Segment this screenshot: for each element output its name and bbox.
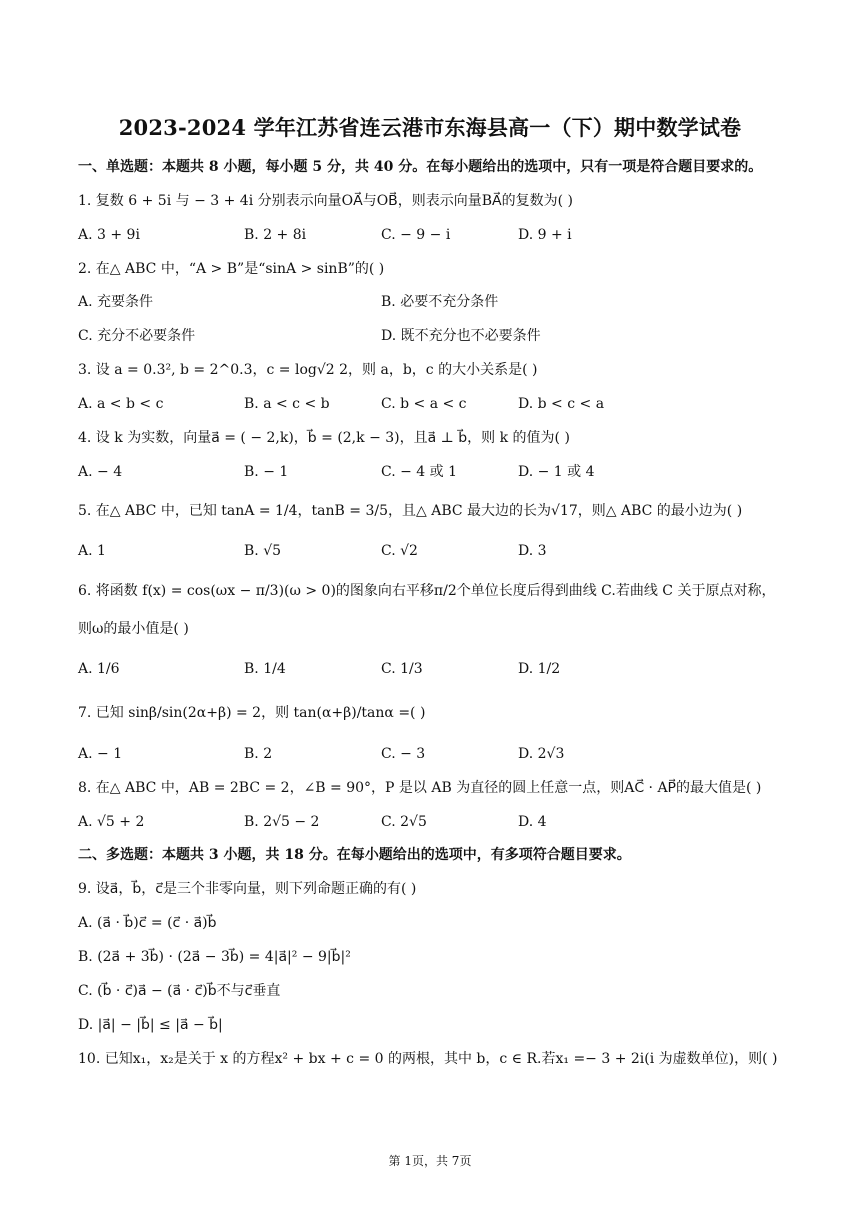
- q6-option-d: D. 1/2: [518, 661, 561, 677]
- q4-option-a: A. − 4: [78, 464, 123, 480]
- q7-option-d: D. 2√3: [518, 746, 565, 762]
- q3-option-d: D. b < c < a: [518, 396, 605, 412]
- q8-option-a: A. √5 + 2: [78, 814, 145, 830]
- q5-option-b: B. √5: [244, 543, 282, 559]
- q6-option-b: B. 1/4: [244, 661, 286, 677]
- q3-option-b: B. a < c < b: [244, 396, 330, 412]
- question-4-stem: 4. 设 k 为实数，向量a⃗ = ( − 2,k)，b⃗ = (2,k − 3)，且a⃗ ⊥ b⃗，则 k 的值为( ): [78, 430, 570, 446]
- question-2-stem: 2. 在△ ABC 中，“A > B”是“sinA > sinB”的( ): [78, 261, 385, 277]
- page-footer: 第 1页，共 7页: [388, 1154, 472, 1168]
- section-heading-multiple-choice: 二、多选题：本题共 3 小题，共 18 分。在每小题给出的选项中，有多项符合题目要求。: [78, 847, 631, 863]
- q7-option-c: C. − 3: [381, 746, 426, 762]
- q5-option-a: A. 1: [78, 543, 106, 559]
- page-title: 2023-2024 学年江苏省连云港市东海县高一（下）期中数学试卷: [118, 115, 742, 140]
- q4-option-c: C. − 4 或 1: [381, 464, 458, 480]
- q9-option-d: D. |a⃗| − |b⃗| ≤ |a⃗ − b⃗|: [78, 1017, 223, 1033]
- q2-option-c: C. 充分不必要条件: [78, 328, 196, 344]
- question-10-stem: 10. 已知x₁，x₂是关于 x 的方程x² + bx + c = 0 的两根，其中 b，c ∈ R.若x₁ =− 3 + 2i(i 为虚数单位)，则( ): [78, 1051, 778, 1067]
- q2-option-b: B. 必要不充分条件: [381, 294, 499, 310]
- q4-option-d: D. − 1 或 4: [518, 464, 595, 480]
- q1-option-d: D. 9 + i: [518, 227, 572, 243]
- question-1-stem: 1. 复数 6 + 5i 与 − 3 + 4i 分别表示向量OA⃗与OB⃗，则表示向量BA⃗的复数为( ): [78, 193, 574, 209]
- q8-option-b: B. 2√5 − 2: [244, 814, 320, 830]
- q9-option-c: C. (b⃗ · c⃗)a⃗ − (a⃗ · c⃗)b⃗不与c⃗垂直: [78, 983, 281, 999]
- q8-option-c: C. 2√5: [381, 814, 427, 830]
- q2-option-a: A. 充要条件: [78, 294, 154, 310]
- q8-option-d: D. 4: [518, 814, 547, 830]
- q3-option-a: A. a < b < c: [78, 396, 164, 412]
- q7-option-a: A. − 1: [78, 746, 123, 762]
- question-8-stem: 8. 在△ ABC 中，AB = 2BC = 2，∠B = 90°，P 是以 AB 为直径的圆上任意一点，则AC⃗ · AP⃗的最大值是( ): [78, 780, 762, 796]
- q5-option-c: C. √2: [381, 543, 418, 559]
- question-9-stem: 9. 设a⃗，b⃗，c⃗是三个非零向量，则下列命题正确的有( ): [78, 881, 417, 897]
- q1-option-a: A. 3 + 9i: [78, 227, 140, 243]
- q6-option-a: A. 1/6: [78, 661, 120, 677]
- q7-option-b: B. 2: [244, 746, 273, 762]
- q5-option-d: D. 3: [518, 543, 547, 559]
- q3-option-c: C. b < a < c: [381, 396, 467, 412]
- question-6-stem: 6. 将函数 f(x) = cos(ωx − π/3)(ω > 0)的图象向右平移π/2个单位长度后得到曲线 C.若曲线 C 关于原点对称，: [78, 583, 776, 599]
- q9-option-b: B. (2a⃗ + 3b⃗) · (2a⃗ − 3b⃗) = 4|a⃗|² − 9|b⃗|²: [78, 949, 351, 965]
- question-7-stem: 7. 已知 sinβ/sin(2α+β) = 2，则 tan(α+β)/tanα =( ): [78, 705, 426, 721]
- q4-option-b: B. − 1: [244, 464, 289, 480]
- section-heading-single-choice: 一、单选题：本题共 8 小题，每小题 5 分，共 40 分。在每小题给出的选项中，只有一项是符合题目要求的。: [78, 159, 763, 175]
- question-5-stem: 5. 在△ ABC 中，已知 tanA = 1/4，tanB = 3/5，且△ ABC 最大边的长为√17，则△ ABC 的最小边为( ): [78, 503, 743, 519]
- question-6-stem-continued: 则ω的最小值是( ): [78, 621, 189, 637]
- q2-option-d: D. 既不充分也不必要条件: [381, 328, 541, 344]
- q1-option-b: B. 2 + 8i: [244, 227, 307, 243]
- q9-option-a: A. (a⃗ · b⃗)c⃗ = (c⃗ · a⃗)b⃗: [78, 915, 217, 931]
- q1-option-c: C. − 9 − i: [381, 227, 451, 243]
- question-3-stem: 3. 设 a = 0.3², b = 2^0.3，c = log√2 2，则 a，b，c 的大小关系是( ): [78, 362, 538, 378]
- q6-option-c: C. 1/3: [381, 661, 423, 677]
